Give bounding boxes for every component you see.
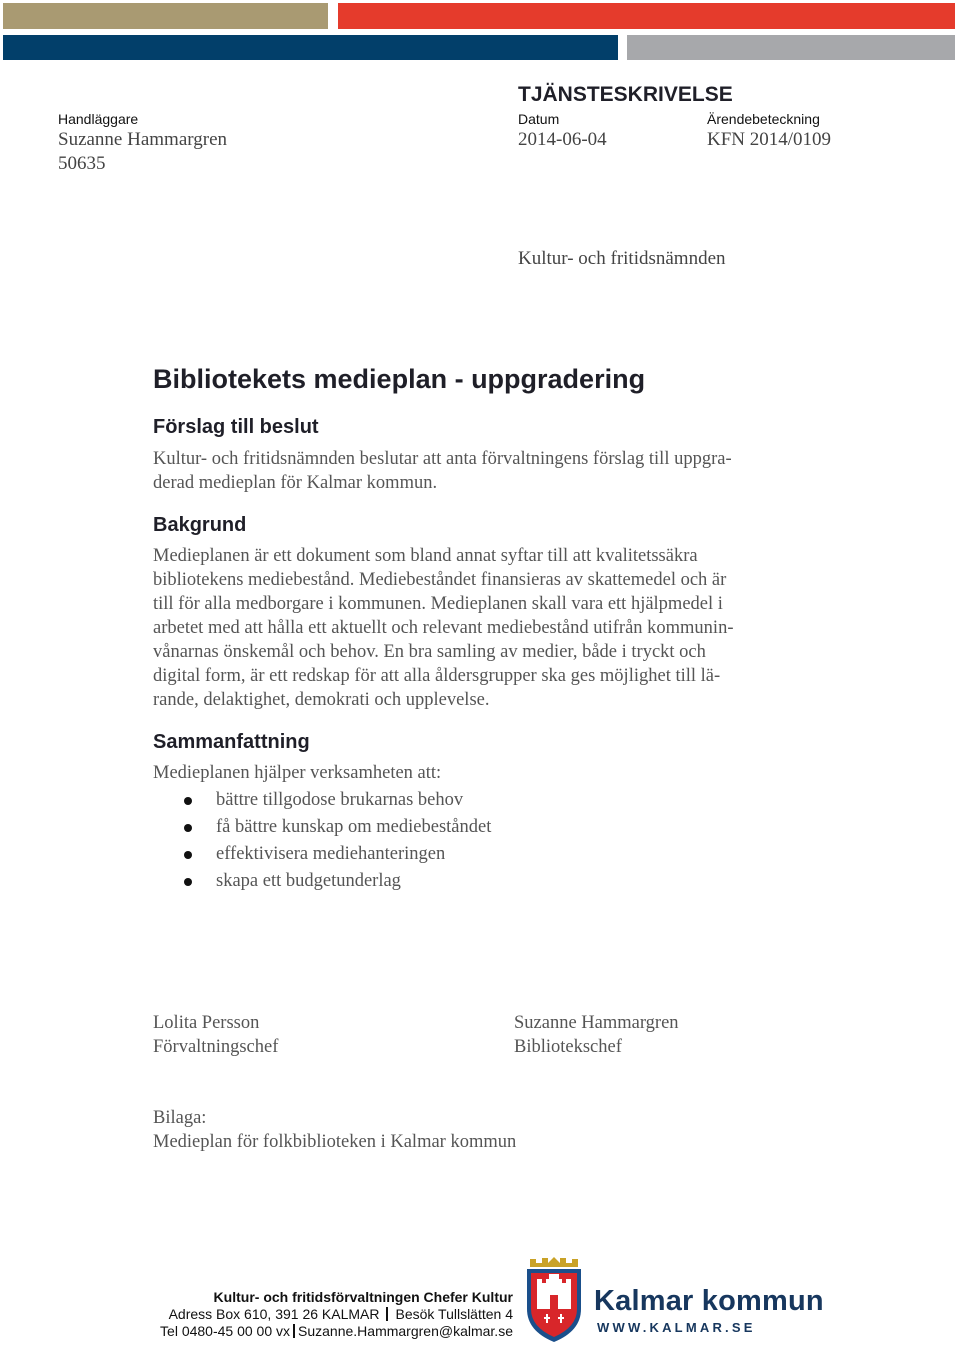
bullet-icon	[184, 878, 192, 886]
top-bar-gold	[3, 3, 328, 29]
arende-label: Ärendebeteckning	[707, 111, 820, 127]
list-item-text: skapa ett budgetunderlag	[216, 871, 401, 891]
footer-separator	[293, 1324, 295, 1338]
bullet-icon	[184, 797, 192, 805]
handlaggare-label: Handläggare	[58, 111, 139, 127]
bakgrund-line: digital form, är ett redskap för att alla åldersgrupper ska ges möjlighet till lä-	[153, 666, 721, 686]
signature-right	[514, 1011, 679, 1059]
signature-left	[153, 1011, 278, 1059]
forslag-line: derad medieplan för Kalmar kommun.	[153, 473, 438, 493]
footer-visit: Besök Tullslätten 4	[395, 1306, 513, 1322]
list-item	[153, 815, 491, 842]
forslag-heading: Förslag till beslut	[153, 416, 319, 438]
bilaga	[153, 1106, 516, 1154]
datum-label: Datum	[518, 111, 560, 127]
footer-separator	[386, 1307, 388, 1321]
bakgrund-text	[153, 544, 733, 712]
sammanfattning-heading: Sammanfattning	[153, 731, 310, 753]
footer-address-row	[160, 1306, 513, 1323]
bakgrund-line: till för alla medborgare i kommunen. Medieplanen skall vara ett hjälpmedel i	[153, 594, 723, 614]
footer-phone: Tel 0480-45 00 00 vx	[160, 1323, 291, 1339]
bullet-icon	[184, 824, 192, 832]
bullet-icon	[184, 851, 192, 859]
footer-contact	[160, 1289, 513, 1340]
bakgrund-line: arbetet med att hålla ett aktuellt och relevant mediebestånd utifrån kommunin-	[153, 618, 734, 638]
list-item	[153, 788, 491, 815]
kalmar-logo-url: WWW.KALMAR.SE	[597, 1320, 756, 1335]
datum-value: 2014-06-04	[518, 129, 607, 150]
top-bar-grey	[627, 35, 955, 60]
handlaggare-name: Suzanne Hammargren	[58, 129, 228, 150]
bakgrund-heading: Bakgrund	[153, 514, 247, 536]
handlaggare-phone: 50635	[58, 153, 106, 174]
doc-type-title: TJÄNSTESKRIVELSE	[518, 83, 733, 106]
forslag-text	[153, 447, 732, 495]
signature-name: Suzanne Hammargren	[514, 1013, 679, 1033]
list-item-text: effektivisera mediehanteringen	[216, 844, 446, 864]
bakgrund-line: Medieplanen är ett dokument som bland annat syftar till att kvalitetssäkra	[153, 546, 698, 566]
forslag-line: Kultur- och fritidsnämnden beslutar att anta förvaltningens förslag till uppgra-	[153, 449, 732, 469]
footer-address: Adress Box 610, 391 26 KALMAR	[168, 1306, 380, 1322]
top-bar-navy	[3, 35, 618, 60]
signature-name: Lolita Persson	[153, 1013, 260, 1033]
list-item	[153, 842, 491, 869]
footer-phone-row	[160, 1323, 513, 1340]
page-title: Bibliotekets medieplan - uppgradering	[153, 364, 646, 394]
sammanfattning-list	[153, 788, 491, 896]
sammanfattning-intro: Medieplanen hjälper verksamheten att:	[153, 763, 442, 783]
top-bar-red	[338, 3, 955, 29]
bakgrund-line: bibliotekens mediebestånd. Mediebeståndet finansieras av skattemedel och är	[153, 570, 727, 590]
list-item-text: bättre tillgodose brukarnas behov	[216, 790, 464, 810]
kalmar-logo-text: Kalmar kommun	[594, 1285, 824, 1317]
kalmar-crest-icon	[524, 1257, 584, 1343]
list-item	[153, 869, 491, 896]
bilaga-text: Medieplan för folkbiblioteken i Kalmar kommun	[153, 1132, 517, 1152]
signature-role: Förvaltningschef	[153, 1037, 279, 1057]
recipient: Kultur- och fritidsnämnden	[518, 248, 726, 269]
bakgrund-line: vånarnas önskemål och behov. En bra samling av medier, både i tryckt och	[153, 642, 706, 662]
bilaga-label: Bilaga:	[153, 1108, 207, 1128]
footer-email: Suzanne.Hammargren@kalmar.se	[298, 1323, 513, 1339]
signature-role: Bibliotekschef	[514, 1037, 622, 1057]
list-item-text: få bättre kunskap om mediebeståndet	[216, 817, 492, 837]
arende-value: KFN 2014/0109	[707, 129, 832, 150]
bakgrund-line: rande, delaktighet, demokrati och upplevelse.	[153, 690, 490, 710]
footer-org: Kultur- och fritidsförvaltningen Chefer Kultur	[213, 1289, 513, 1305]
